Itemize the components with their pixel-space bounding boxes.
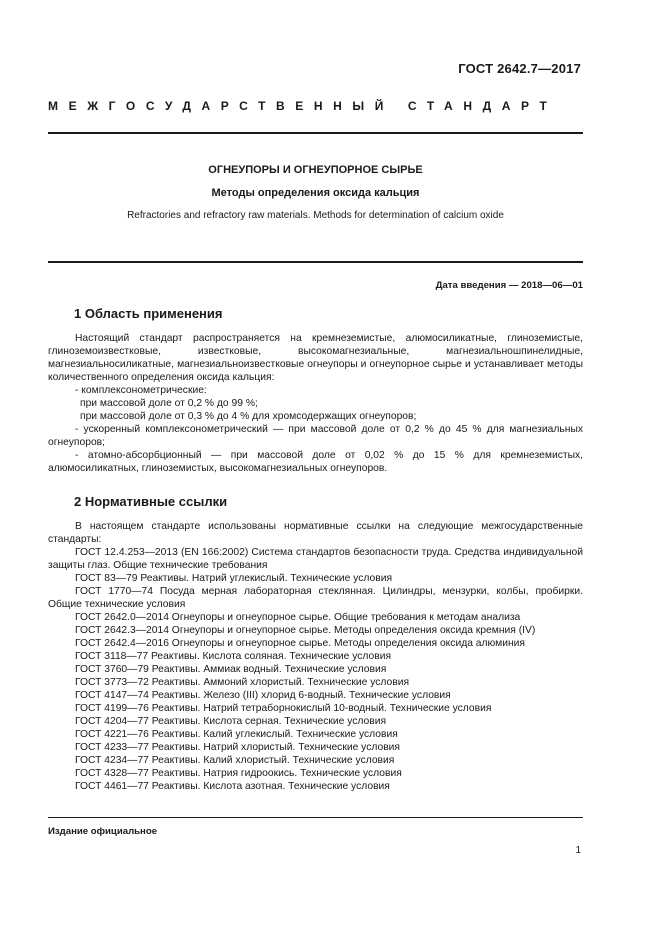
reference-item: ГОСТ 4204—77 Реактивы. Кислота серная. Технические условия <box>75 716 387 727</box>
document-title: ОГНЕУПОРЫ И ОГНЕУПОРНОЕ СЫРЬЕ <box>208 164 423 176</box>
list-item: при массовой доле от 0,3 % до 4 % для хромсодержащих огнеупоров; <box>80 411 417 422</box>
paragraph: Настоящий стандарт распространяется на кремнеземистые, алюмосиликатные, глиноземистые, глиноземоизвестковые, известковые, высокомагнезиальные, магнезиальношпинелидные, магнезиальносиликатные, магнезиальноизвестковые огнеупоры и огнеупорное сырье и устанавливает методы количественного определения оксида кальция: <box>48 333 583 383</box>
section-1-body <box>48 332 583 475</box>
page-number: 1 <box>575 845 581 856</box>
section-2-body <box>48 520 583 793</box>
english-title: Refractories and refractory raw materials. Methods for determination of calcium oxide <box>127 210 504 221</box>
reference-item: ГОСТ 4221—76 Реактивы. Калий углекислый. Технические условия <box>75 729 398 740</box>
reference-item: ГОСТ 4461—77 Реактивы. Кислота азотная. Технические условия <box>75 781 390 792</box>
list-item: - комплексонометрические: <box>75 385 207 396</box>
reference-item: ГОСТ 83—79 Реактивы. Натрий углекислый. Технические условия <box>75 573 393 584</box>
section-1-heading: 1 Область применения <box>74 306 223 321</box>
list-item: при массовой доле от 0,2 % до 99 %; <box>80 398 258 409</box>
reference-item: ГОСТ 2642.4—2016 Огнеупоры и огнеупорное сырье. Методы определения оксида алюминия <box>75 638 525 649</box>
reference-item: ГОСТ 2642.3—2014 Огнеупоры и огнеупорное сырье. Методы определения оксида кремния (IV) <box>75 625 536 636</box>
reference-item: ГОСТ 3773—72 Реактивы. Аммоний хлористый. Технические условия <box>75 677 410 688</box>
reference-item: ГОСТ 12.4.253—2013 (EN 166:2002) Система стандартов безопасности труда. Средства индивидуальной защиты глаз. Общие технические требования <box>48 547 583 571</box>
list-item: - атомно-абсорбционный — при массовой доле от 0,02 % до 15 % для кремнеземистых, алюмосиликатных, глиноземистых, высокомагнезиальных огнеупоров. <box>48 450 583 474</box>
standard-code: ГОСТ 2642.7—2017 <box>458 61 581 76</box>
reference-item: ГОСТ 3118—77 Реактивы. Кислота соляная. Технические условия <box>75 651 392 662</box>
reference-item: ГОСТ 3760—79 Реактивы. Аммиак водный. Технические условия <box>75 664 387 675</box>
reference-item: ГОСТ 4328—77 Реактивы. Натрия гидроокись. Технические условия <box>75 768 402 779</box>
paragraph: В настоящем стандарте использованы нормативные ссылки на следующие межгосударственные стандарты: <box>48 521 583 545</box>
reference-item: ГОСТ 2642.0—2014 Огнеупоры и огнеупорное сырье. Общие требования к методам анализа <box>75 612 521 623</box>
title-divider <box>48 261 583 263</box>
footer-divider <box>48 817 583 818</box>
reference-item: ГОСТ 4147—74 Реактивы. Железо (III) хлорид 6-водный. Технические условия <box>75 690 451 701</box>
edition-label: Издание официальное <box>48 826 158 837</box>
list-item: - ускоренный комплексонометрический — при массовой доле от 0,2 % до 45 % для магнезиальных огнеупоров; <box>48 424 583 448</box>
standard-banner: МЕЖГОСУДАРСТВЕННЫЙ СТАНДАРТ <box>48 99 558 113</box>
section-2-heading: 2 Нормативные ссылки <box>74 494 228 509</box>
reference-item: ГОСТ 1770—74 Посуда мерная лабораторная стеклянная. Цилиндры, мензурки, колбы, пробирки. Общие технические условия <box>48 586 583 610</box>
reference-item: ГОСТ 4199—76 Реактивы. Натрий тетраборнокислый 10-водный. Технические условия <box>75 703 492 714</box>
header-divider <box>48 132 583 134</box>
effective-date: Дата введения — 2018—06—01 <box>435 280 583 291</box>
reference-item: ГОСТ 4234—77 Реактивы. Калий хлористый. Технические условия <box>75 755 395 766</box>
document-subtitle: Методы определения оксида кальция <box>211 187 420 199</box>
reference-item: ГОСТ 4233—77 Реактивы. Натрий хлористый. Технические условия <box>75 742 400 753</box>
